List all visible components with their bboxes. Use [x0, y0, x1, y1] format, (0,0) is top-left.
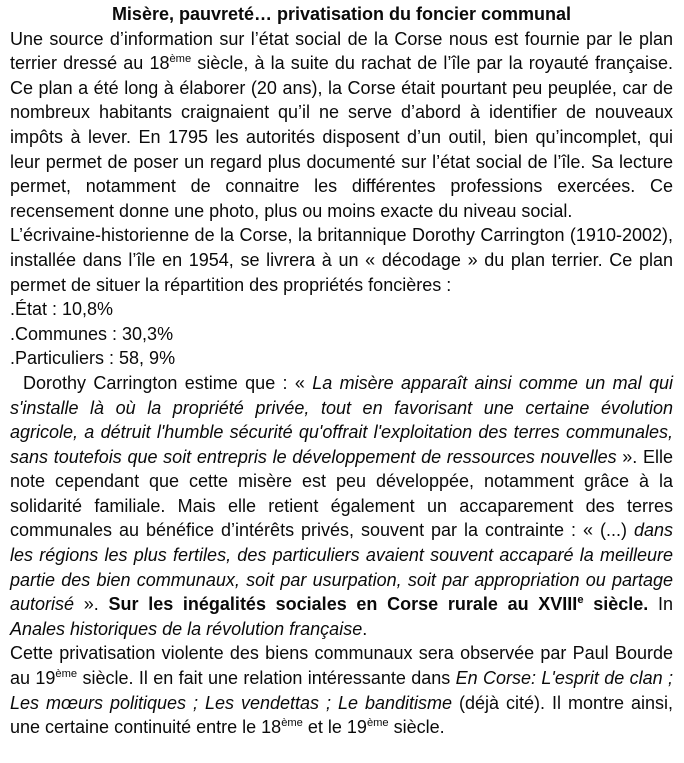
text-segment: siècle. Il en fait une relation intéressante dans [77, 668, 456, 689]
text-segment: L’écrivaine-historienne de la Corse, la britannique Dorothy Carrington (1910-2002), installée dans l’île en 1954, se livrera à un « décodage » du plan terrier. Ce plan permet de situer la répartition des propriétés foncières : [10, 225, 673, 295]
text-segment: Cette privatisation violente des biens communaux sera observée par Paul Bourde au 19 [10, 643, 673, 689]
paragraph-carrington-intro [10, 223, 673, 297]
list-item-particuliers [10, 346, 673, 371]
text-segment: siècle. [388, 717, 445, 738]
text-segment: siècle, à la suite du rachat de l’île par la royauté française. Ce plan a été long à élaborer (20 ans), la Corse était pourtant peu peuplée, car de nombreux habitants craignaient qu’il ne serve d’abord à identifier de nouveaux impôts à lever. En 1795 les autorités disposent d’un outil, bien qu’incomplet, qui leur permet de poser un regard plus documenté sur l’état social de l’île. Sa lecture permet, notamment de connaitre les différentes professions exercées. Ce recensement donne une photo, plus ou moins exacte du niveau social. [10, 53, 673, 221]
text-segment: (déjà cité). Il montre ainsi, une certaine continuité entre le 18 [10, 692, 674, 738]
text-segment: . [362, 618, 368, 639]
paragraph-carrington-quote [10, 371, 673, 642]
text-segment: e [577, 594, 584, 607]
text-segment: En Corse: L'esprit de clan ; Les mœurs politiques ; Les vendettas ; Le banditisme [10, 668, 674, 713]
text-segment: ème [55, 668, 78, 681]
text-segment: ème [366, 717, 389, 730]
text-segment: ». Elle note cependant que cette misère est peu développée, notamment grâce à la solidarité familiale. Mais elle retient également un accaparement des terres communales au bénéfice d’intérêts privés, souvent par la contrainte : « (...) [10, 446, 674, 541]
text-segment: Anales historiques de la révolution française [10, 618, 363, 639]
list-item-communes [10, 322, 673, 347]
text-segment: ». [74, 594, 109, 615]
text-segment: Une source d’information sur l’état social de la Corse nous est fournie par le plan terrier dressé au 18 [10, 28, 673, 74]
text-segment: siècle. [583, 594, 649, 615]
document-title: Misère, pauvreté… privatisation du foncier communal [111, 4, 572, 24]
paragraph-plan-terrier [10, 27, 673, 224]
text-segment: Sur les inégalités sociales en Corse rurale au XVIII [108, 594, 578, 615]
text-segment: .Particuliers : 58, 9% [10, 348, 176, 369]
text-segment: .État : 10,8% [10, 299, 114, 320]
text-segment: .Communes : 30,3% [10, 323, 174, 344]
document-body [10, 27, 673, 740]
text-segment: Dorothy Carrington estime que : « [23, 372, 313, 393]
text-segment: ème [169, 53, 192, 66]
text-segment: et le 19 [302, 717, 367, 738]
text-segment: In [648, 594, 674, 615]
list-item-etat [10, 297, 673, 322]
text-segment: La misère apparaît ainsi comme un mal qui s'installe là où la propriété privée, tout en favorisant une certaine évolution agricole, a détruit l'humble sécurité qu'offrait l'exploitation des terres communales, sans toutefois que soit entrepris le développement de ressources nouvelles [10, 372, 673, 467]
text-segment: ème [281, 717, 303, 730]
text-segment: dans les régions les plus fertiles, des particuliers avaient souvent accaparé la meilleure partie des bien communaux, soit par usurpation, soit par appropriation ou partage autorisé [10, 520, 673, 615]
paragraph-bourde [10, 641, 673, 739]
